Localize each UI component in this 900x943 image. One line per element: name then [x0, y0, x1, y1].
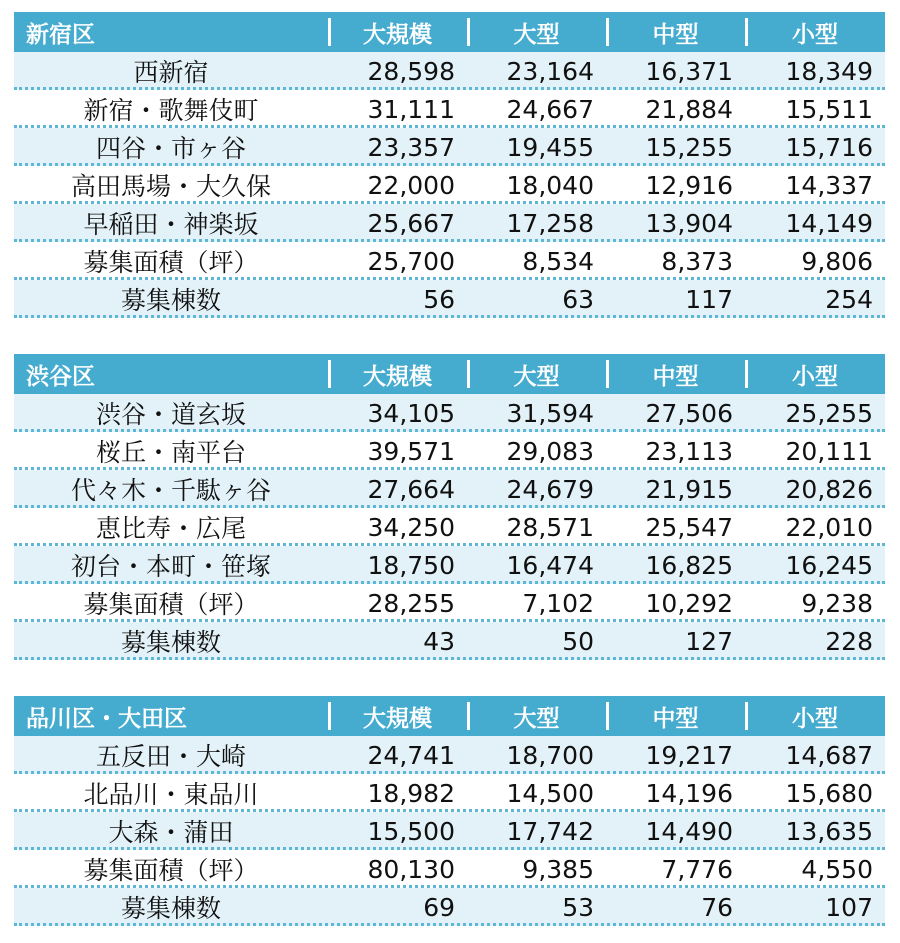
cell-value: 107: [825, 892, 873, 922]
cell-value: 16,371: [645, 56, 733, 86]
column-header: 小型: [745, 12, 885, 52]
cell-value: 14,490: [645, 816, 733, 846]
row-label: 募集面積（坪）: [83, 590, 259, 619]
cell-value: 39,571: [367, 436, 455, 466]
cell-value: 15,255: [645, 132, 733, 162]
cell-value: 14,687: [785, 740, 873, 770]
cell-value: 63: [562, 284, 594, 314]
table-row: [14, 432, 885, 470]
cell-value: 25,547: [645, 512, 733, 542]
cell-value: 7,776: [661, 854, 733, 884]
cell-value: 13,904: [645, 208, 733, 238]
cell-value: 15,511: [785, 94, 873, 124]
cell-value: 15,716: [785, 132, 873, 162]
cell-value: 28,255: [367, 588, 455, 618]
table-row: [14, 546, 885, 584]
cell-value: 53: [562, 892, 594, 922]
table-row: [14, 736, 885, 774]
table-row: [14, 242, 885, 280]
cell-value: 25,667: [367, 208, 455, 238]
table-shibuya: [14, 354, 885, 660]
cell-value: 43: [423, 626, 455, 656]
row-label: 募集面積（坪）: [83, 248, 259, 277]
row-label: 募集棟数: [120, 894, 221, 923]
row-label: 桜丘・南平台: [95, 438, 246, 467]
ward-title: 新宿区: [26, 21, 95, 48]
cell-value: 21,884: [645, 94, 733, 124]
table-shinjuku: [14, 12, 885, 318]
cell-value: 22,010: [785, 512, 873, 542]
cell-value: 18,700: [506, 740, 594, 770]
column-header: 大型: [467, 696, 606, 736]
cell-value: 18,040: [506, 170, 594, 200]
column-header: 大型: [467, 354, 606, 394]
table-header: [14, 354, 885, 394]
row-label: 早稲田・神楽坂: [83, 210, 259, 239]
table-header: [14, 12, 885, 52]
row-label: 五反田・大崎: [95, 742, 246, 771]
cell-value: 23,113: [645, 436, 733, 466]
cell-value: 18,982: [367, 778, 455, 808]
cell-value: 80,130: [367, 854, 455, 884]
column-header: 大規模: [328, 696, 467, 736]
row-label: 西新宿: [133, 58, 209, 87]
table-row: [14, 280, 885, 318]
ward-title: 品川区・大田区: [26, 705, 187, 732]
cell-value: 16,245: [785, 550, 873, 580]
cell-value: 24,679: [506, 474, 594, 504]
cell-value: 7,102: [522, 588, 594, 618]
cell-value: 15,680: [785, 778, 873, 808]
cell-value: 18,750: [367, 550, 455, 580]
cell-value: 4,550: [801, 854, 873, 884]
cell-value: 19,217: [645, 740, 733, 770]
cell-value: 20,111: [785, 436, 873, 466]
table-row: [14, 508, 885, 546]
cell-value: 76: [701, 892, 733, 922]
cell-value: 23,164: [506, 56, 594, 86]
table-row: [14, 166, 885, 204]
cell-value: 34,105: [367, 398, 455, 428]
cell-value: 29,083: [506, 436, 594, 466]
cell-value: 25,255: [785, 398, 873, 428]
cell-value: 9,238: [801, 588, 873, 618]
cell-value: 228: [825, 626, 873, 656]
cell-value: 18,349: [785, 56, 873, 86]
row-label: 募集棟数: [120, 628, 221, 657]
row-label: 初台・本町・笹塚: [70, 552, 271, 581]
cell-value: 17,258: [506, 208, 594, 238]
table-header: [14, 696, 885, 736]
ward-title: 渋谷区: [26, 363, 95, 390]
table-row: [14, 90, 885, 128]
table-row: [14, 204, 885, 242]
cell-value: 14,196: [645, 778, 733, 808]
column-header: 大規模: [328, 12, 467, 52]
table-row: [14, 52, 885, 90]
cell-value: 9,385: [522, 854, 594, 884]
cell-value: 31,594: [506, 398, 594, 428]
table-shinagawa-ota: [14, 696, 885, 926]
row-label: 渋谷・道玄坂: [95, 400, 246, 429]
cell-value: 27,506: [645, 398, 733, 428]
cell-value: 22,000: [367, 170, 455, 200]
row-label: 代々木・千駄ヶ谷: [70, 476, 271, 505]
cell-value: 20,826: [785, 474, 873, 504]
cell-value: 28,598: [367, 56, 455, 86]
row-label: 新宿・歌舞伎町: [83, 96, 259, 125]
cell-value: 14,337: [785, 170, 873, 200]
column-header: 小型: [745, 354, 885, 394]
table-row: [14, 470, 885, 508]
cell-value: 8,373: [661, 246, 733, 276]
column-header: 小型: [745, 696, 885, 736]
cell-value: 23,357: [367, 132, 455, 162]
table-row: [14, 812, 885, 850]
cell-value: 50: [562, 626, 594, 656]
cell-value: 13,635: [785, 816, 873, 846]
row-label: 募集面積（坪）: [83, 856, 259, 885]
cell-value: 14,149: [785, 208, 873, 238]
cell-value: 117: [685, 284, 733, 314]
cell-value: 8,534: [522, 246, 594, 276]
table-row: [14, 774, 885, 812]
cell-value: 34,250: [367, 512, 455, 542]
column-header: 中型: [606, 12, 745, 52]
cell-value: 16,474: [506, 550, 594, 580]
cell-value: 25,700: [367, 246, 455, 276]
cell-value: 10,292: [645, 588, 733, 618]
cell-value: 27,664: [367, 474, 455, 504]
cell-value: 254: [825, 284, 873, 314]
cell-value: 15,500: [367, 816, 455, 846]
table-row: [14, 850, 885, 888]
table-row: [14, 128, 885, 166]
cell-value: 17,742: [506, 816, 594, 846]
cell-value: 16,825: [645, 550, 733, 580]
row-label: 四谷・市ヶ谷: [95, 134, 246, 163]
row-label: 大森・蒲田: [108, 818, 234, 847]
table-row: [14, 584, 885, 622]
cell-value: 24,667: [506, 94, 594, 124]
column-header: 中型: [606, 354, 745, 394]
table-row: [14, 394, 885, 432]
column-header: 大型: [467, 12, 606, 52]
column-header: 大規模: [328, 354, 467, 394]
cell-value: 56: [423, 284, 455, 314]
column-header: 中型: [606, 696, 745, 736]
cell-value: 31,111: [367, 94, 455, 124]
row-label: 高田馬場・大久保: [70, 172, 271, 201]
cell-value: 127: [685, 626, 733, 656]
cell-value: 69: [423, 892, 455, 922]
cell-value: 12,916: [645, 170, 733, 200]
cell-value: 14,500: [506, 778, 594, 808]
cell-value: 24,741: [367, 740, 455, 770]
cell-value: 28,571: [506, 512, 594, 542]
row-label: 恵比寿・広尾: [95, 514, 246, 543]
cell-value: 19,455: [506, 132, 594, 162]
table-row: [14, 622, 885, 660]
row-label: 募集棟数: [120, 286, 221, 315]
row-label: 北品川・東品川: [83, 780, 259, 809]
cell-value: 21,915: [645, 474, 733, 504]
table-row: [14, 888, 885, 926]
cell-value: 9,806: [801, 246, 873, 276]
